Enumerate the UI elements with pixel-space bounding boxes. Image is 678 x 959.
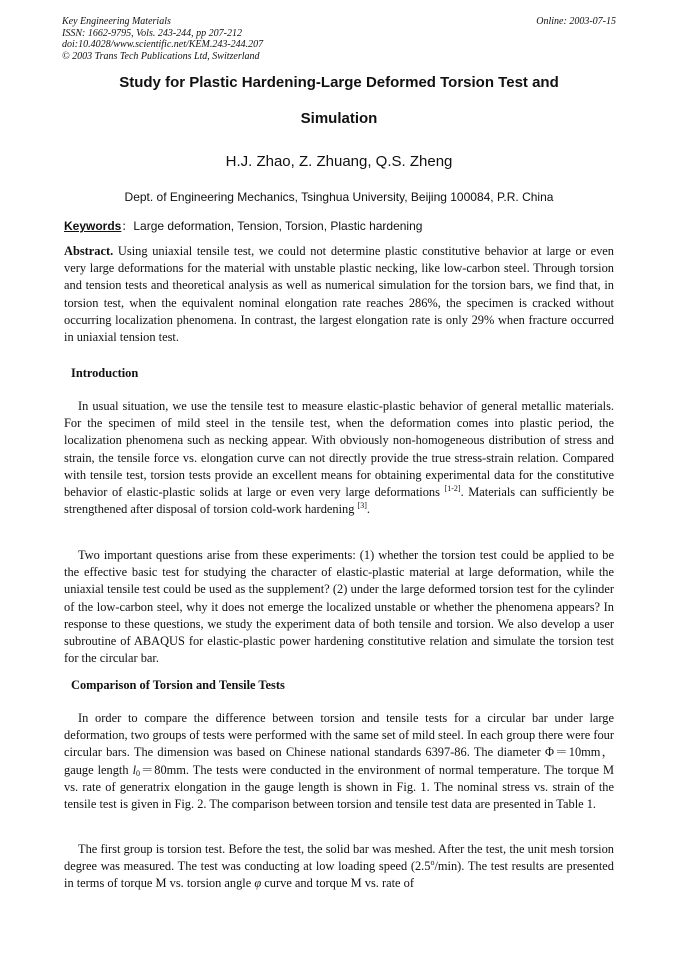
torsion-angle-symbol: φ [254, 876, 262, 891]
citation-ref-1-2[interactable]: [1-2] [444, 484, 461, 494]
journal-name: Key Engineering Materials [62, 16, 171, 27]
abstract-label: Abstract. [64, 244, 114, 258]
comparison-paragraph-1 [64, 710, 614, 813]
gauge-length-symbol: l [132, 762, 137, 777]
journal-header [62, 16, 616, 62]
keywords-list: Large deformation, Tension, Torsion, Plastic hardening [133, 219, 423, 233]
section-heading-introduction: Introduction [71, 366, 139, 380]
keywords-label: Keywords [64, 219, 122, 233]
abstract-text: Using uniaxial tensile test, we could not determine plastic constitutive behavior at large or even very large deformations for the material with unstable plastic necking, like low-carbon steel. Through torsion and tension tests and theoretical analysis as well as numerical simulation for the torsion bars, we find that, in torsion test, when the equivalent nominal elongation rate reaches 286%, the specimen is cracked without occurring localization phenomena. In contrast, the largest elongation rate is only 29% when fracture occurred in uniaxial tension test. [64, 244, 614, 345]
copyright-line: © 2003 Trans Tech Publications Ltd, Switzerland [62, 50, 260, 62]
online-date: Online: 2003-07-15 [536, 16, 616, 27]
doi-line: doi:10.4028/www.scientific.net/KEM.243-244.207 [62, 39, 264, 50]
citation-ref-3[interactable]: [3] [357, 501, 367, 511]
paper-title-line-1: Study for Plastic Hardening-Large Deformed Torsion Test and [119, 74, 559, 91]
abstract [64, 243, 614, 346]
intro-p1-text-c: . [366, 502, 370, 517]
section-heading-comparison: Comparison of Torsion and Tensile Tests [71, 678, 285, 692]
issn-line: ISSN: 1662-9795, Vols. 243-244, pp 207-212 [62, 27, 242, 39]
comp-p2-text-b: /min). The test results are presented in terms of torque M vs. torsion angle [64, 859, 614, 891]
intro-p1-text-a: In usual situation, we use the tensile test to measure elastic-plastic behavior of general metallic materials. For the specimen of mild steel in the tensile test, when the deformation comes into plastic period, the localization phenomena such as necking appear. With obviously non-homogeneous distribution of stress and strain, the tensile force vs. elongation curve can not directly provide the true stress-strain relation. Compared with tensile test, torsion tests provide an excellent means for obtaining experimental data for the constitutive behavior of elastic-plastic solids at large or even very large deformations [64, 399, 614, 500]
comp-p2-text-a: The first group is torsion test. Before the test, the solid bar was meshed. After the test, the unit mesh torsion degree was measured. The test was conducting at low loading speed (2.5 [64, 842, 614, 874]
keywords [64, 217, 422, 234]
affiliation: Dept. of Engineering Mechanics, Tsinghua University, Beijing 100084, P.R. China [124, 190, 554, 204]
gauge-length-subscript: 0 [136, 768, 141, 778]
degree-superscript: o [430, 858, 435, 868]
paper-title-line-2: Simulation [300, 110, 378, 127]
comp-p2-text-c: curve and torque M vs. rate of [264, 876, 414, 891]
comparison-paragraph-2 [64, 841, 614, 893]
comp-p1-text-b: ＝80mm. The tests were conducted in the environment of normal temperature. The torque M vs. rate of generatrix elongation in the gauge length is shown in Fig. 1. The nominal stress vs. strain of the tensile test is given in Fig. 2. The comparison between torsion and tensile test data are presented in Table 1. [64, 762, 614, 812]
keywords-colon: ： [121, 219, 134, 233]
intro-paragraph-2: Two important questions arise from these experiments: (1) whether the torsion test could be applied to be the effective basic test for studying the character of elastic-plastic material at large deformation, while the uniaxial tensile test could be used as the supplement? (2) under the large deformed torsion test for the cylinder of the low-carbon steel, why it does not emerge the localized unstable or whether the phenomena appears? In response to these questions, we study the experiment data of both tensile and torsion. We also develop a user subroutine of ABAQUS for elastic-plastic power hardening constitutive relation and simulate the torsion test for the circular bar. [64, 548, 614, 666]
intro-paragraph-1 [64, 398, 614, 518]
intro-p1-text-b: . Materials can sufficiently be strengthened after disposal of torsion cold-work hardening [64, 485, 615, 517]
comp-p1-text-a: In order to compare the difference between torsion and tensile tests for a circular bar under large deformation, two groups of tests were performed with the same set of mild steel. In each group there were four circular bars. The dimension was based on Chinese national standards 6397-86. The diameter Φ＝10mm，gauge length [64, 711, 614, 777]
authors: H.J. Zhao, Z. Zhuang, Q.S. Zheng [225, 153, 453, 170]
